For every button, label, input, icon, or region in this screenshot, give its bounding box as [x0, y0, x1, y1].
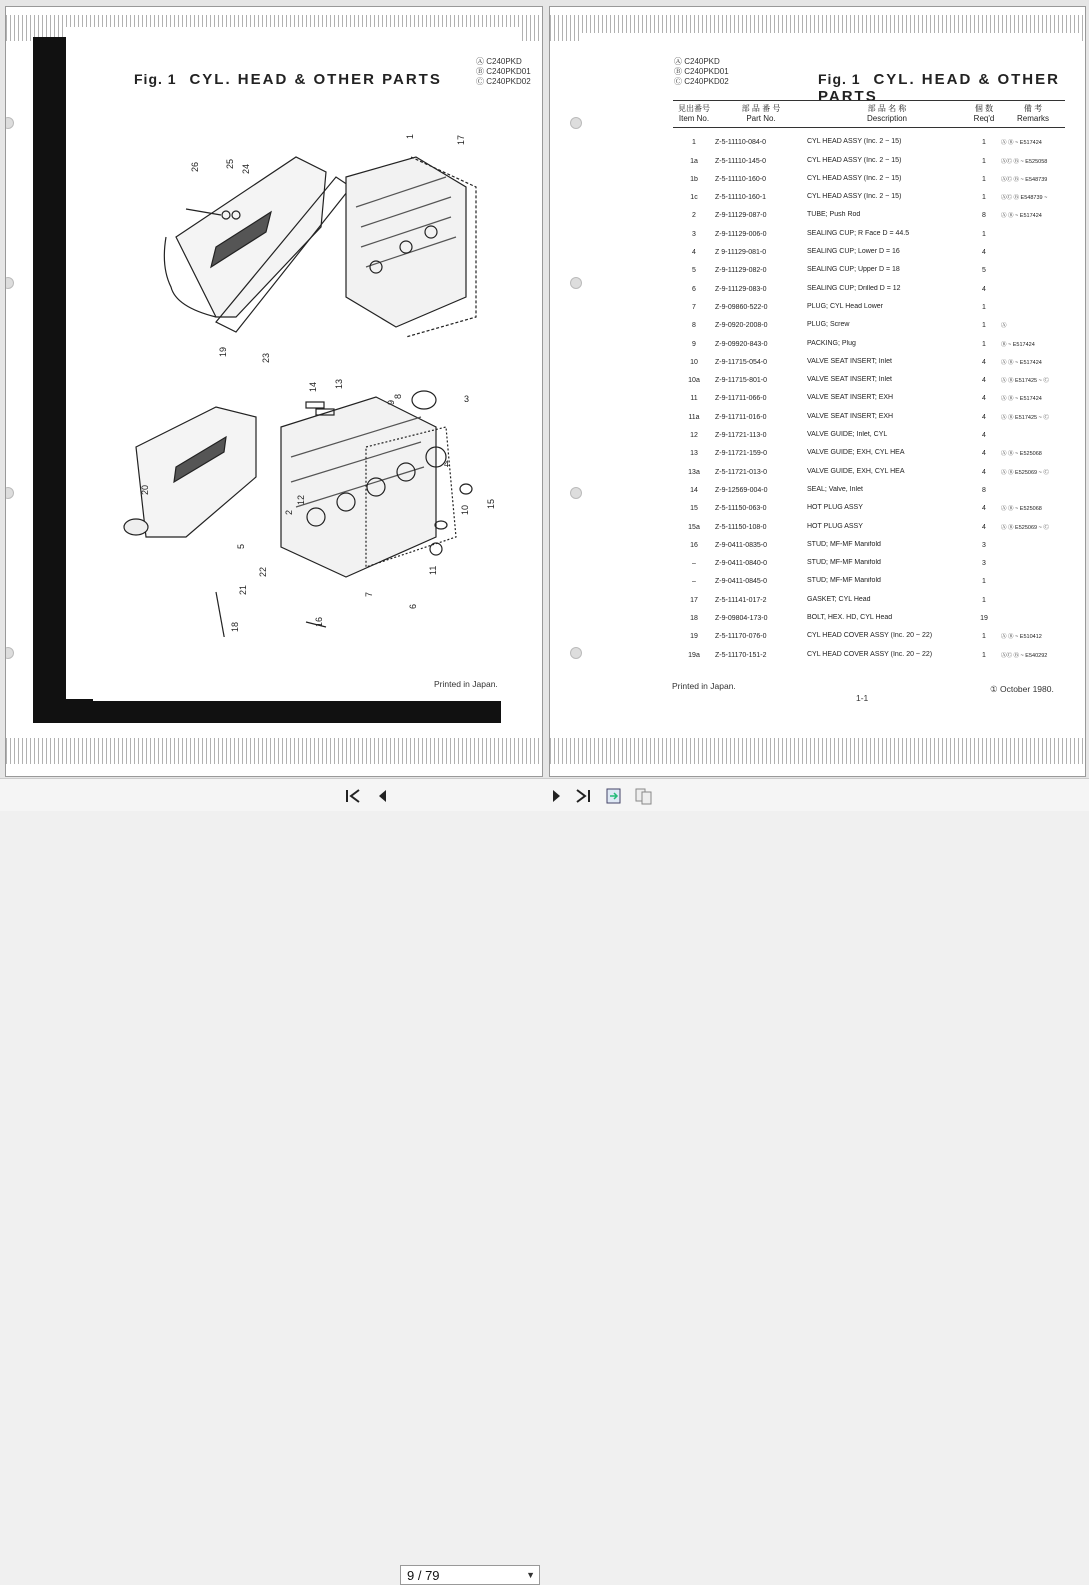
callout-24: 24: [241, 163, 251, 174]
item-cell: 2: [692, 212, 696, 220]
table-row: [673, 274, 1065, 292]
desc-cell: PACKING; Plug: [807, 339, 856, 347]
qty-cell: 1: [982, 194, 986, 202]
qty-cell: 1: [982, 157, 986, 165]
callout-8: 8: [393, 393, 403, 399]
callout-4: 4: [444, 459, 450, 469]
punch-hole: [570, 117, 582, 129]
remarks-cell: Ⓐ Ⓑ ~ E517424: [1001, 396, 1042, 403]
part-cell: Z-9-11711-066-0: [715, 395, 767, 403]
header-qty: 個 数 Req'd: [973, 104, 995, 123]
part-cell: Z-5-11110-145-0: [715, 157, 766, 165]
desc-cell: VALVE SEAT INSERT; EXH: [807, 394, 894, 402]
callout-11: 11: [428, 565, 438, 575]
qty-cell: 1: [982, 578, 986, 586]
part-cell: Z-9-11721-113-0: [715, 432, 767, 440]
remarks-cell: Ⓐ Ⓑ ~ E525068: [1001, 451, 1042, 458]
callout-12: 12: [296, 494, 306, 505]
qty-cell: 5: [982, 267, 986, 275]
table-row: [673, 512, 1065, 530]
fig-label: Fig. 1: [134, 71, 177, 87]
desc-cell: STUD; MF-MF Manifold: [807, 577, 881, 585]
table-row: [673, 622, 1065, 640]
callout-22: 22: [258, 566, 268, 577]
scan-shadow-bottom: [33, 701, 501, 723]
callout-18: 18: [230, 621, 240, 632]
remarks-cell: Ⓐ Ⓑ ~ E517424: [1001, 140, 1042, 147]
callout-20: 20: [140, 484, 150, 495]
qty-cell: 4: [982, 432, 986, 440]
part-cell: Z-9-0920-2008-0: [715, 322, 768, 330]
table-row: [673, 201, 1065, 219]
table-row: [673, 585, 1065, 603]
item-cell: 18: [690, 615, 698, 623]
callout-13: 13: [334, 378, 344, 389]
item-cell: 7: [692, 303, 696, 311]
part-cell: Z-5-11170-151-2: [715, 651, 767, 659]
punch-hole: [570, 487, 582, 499]
model-a: Ⓐ C240PKD: [674, 57, 720, 66]
qty-cell: 8: [982, 212, 986, 220]
part-cell: Z-9-09804-173-0: [715, 615, 768, 623]
table-row: [673, 256, 1065, 274]
desc-cell: TUBE; Push Rod: [807, 211, 861, 219]
part-cell: Z-9-11711-016-0: [715, 413, 767, 421]
scan-noise-bottom: [6, 738, 542, 764]
item-cell: 11: [690, 395, 698, 403]
exploded-parts-diagram: [106, 117, 506, 637]
desc-cell: BOLT, HEX. HD, CYL Head: [807, 614, 893, 622]
qty-cell: 3: [982, 560, 986, 568]
callout-21: 21: [238, 584, 248, 595]
qty-cell: 4: [982, 413, 986, 421]
single-page-icon[interactable]: [604, 787, 624, 805]
remarks-cell: Ⓑ ~ E517424: [1001, 341, 1035, 348]
item-cell: 15: [690, 505, 698, 513]
item-cell: 6: [692, 285, 696, 293]
remarks-cell: Ⓐ Ⓑ ~ E510412: [1001, 634, 1042, 641]
header-part: 部 品 番 号 Part No.: [741, 104, 781, 123]
desc-cell: SEALING CUP; Lower D = 16: [807, 248, 900, 256]
remarks-cell: ⒶⒸ Ⓑ E548739 ~: [1001, 195, 1048, 202]
part-cell: Z-9-09860-522-0: [715, 303, 768, 311]
desc-cell: CYL HEAD COVER ASSY (Inc. 20 ~ 22): [807, 632, 933, 640]
callout-14: 14: [308, 381, 318, 392]
remarks-cell: ⒶⒸ Ⓑ ~ E525058: [1001, 158, 1048, 165]
header-desc: 部 品 名 称 Description: [866, 104, 907, 123]
callout-19: 19: [218, 346, 228, 357]
qty-cell: 4: [982, 523, 986, 531]
punch-hole: [5, 487, 14, 499]
item-cell: –: [692, 560, 696, 568]
punch-hole: [570, 277, 582, 289]
part-cell: Z-5-11170-076-0: [715, 633, 767, 641]
remarks-cell: Ⓐ Ⓑ ~ E517424: [1001, 359, 1042, 366]
item-cell: 8: [692, 322, 696, 330]
part-cell: Z-9-11721-159-0: [715, 450, 768, 458]
table-row: [673, 567, 1065, 585]
table-row: [673, 640, 1065, 658]
part-cell: Z-9-0411-0845-0: [715, 578, 768, 586]
table-row: [673, 439, 1065, 457]
desc-cell: CYL HEAD ASSY (Inc. 2 ~ 15): [807, 174, 902, 182]
desc-cell: SEALING CUP; R Face D = 44.5: [807, 229, 910, 237]
table-row: [673, 384, 1065, 402]
qty-cell: 4: [982, 358, 986, 366]
qty-cell: 4: [982, 505, 986, 513]
remarks-cell: Ⓐ Ⓑ E525069 ~ Ⓒ: [1001, 469, 1049, 476]
qty-cell: 1: [982, 175, 986, 183]
item-cell: 1b: [690, 175, 698, 183]
part-cell: Z-9-11129-082-0: [715, 267, 767, 275]
last-page-icon[interactable]: [573, 787, 593, 805]
item-cell: 11a: [688, 413, 700, 421]
part-cell: Z-5-11110-084-0: [715, 139, 766, 147]
model-b: Ⓑ C240PKD01: [674, 67, 729, 76]
table-row: [673, 549, 1065, 567]
table-row: [673, 457, 1065, 475]
item-cell: 13a: [688, 468, 700, 476]
desc-cell: PLUG; CYL Head Lower: [807, 302, 883, 310]
item-cell: 14: [690, 486, 698, 494]
callout-2: 2: [284, 509, 294, 515]
item-cell: 1a: [690, 157, 698, 165]
desc-cell: STUD; MF-MF Manifold: [807, 559, 881, 567]
table-row: [673, 421, 1065, 439]
table-body: [673, 128, 1065, 659]
part-cell: Z-9-11129-006-0: [715, 230, 767, 238]
qty-cell: 4: [982, 468, 986, 476]
part-cell: Z-9-11715-054-0: [715, 358, 768, 366]
desc-cell: CYL HEAD ASSY (Inc. 2 ~ 15): [807, 156, 902, 164]
model-a: Ⓐ C240PKD: [476, 57, 522, 66]
table-row: [673, 165, 1065, 183]
callout-25: 25: [225, 158, 235, 169]
desc-cell: SEAL; Valve, Inlet: [807, 485, 863, 493]
fig-name: CYL. HEAD & OTHER PARTS: [189, 71, 442, 88]
table-header: [673, 100, 1065, 128]
part-cell: Z-9-11129-087-0: [715, 212, 767, 220]
qty-cell: 1: [982, 651, 986, 659]
remarks-cell: Ⓐ Ⓑ E525069 ~ Ⓒ: [1001, 524, 1049, 531]
desc-cell: SEALING CUP; Drilled D = 12: [807, 284, 901, 292]
qty-cell: 4: [982, 377, 986, 385]
next-page-icon[interactable]: [547, 787, 567, 805]
figure-title: [134, 71, 442, 88]
table-row: [673, 183, 1065, 201]
table-row: [673, 238, 1065, 256]
part-cell: Z-9-09920-843-0: [715, 340, 768, 348]
callout-15: 15: [486, 498, 496, 509]
item-cell: 16: [690, 541, 698, 549]
table-row: [673, 366, 1065, 384]
right-page: [549, 6, 1086, 777]
callout-1: 1: [405, 133, 415, 139]
qty-cell: 1: [982, 230, 986, 238]
cylinder-head-cover-lower: [136, 407, 256, 537]
table-row: [673, 219, 1065, 237]
punch-hole: [5, 647, 14, 659]
header-remarks: 備 考 Remarks: [1016, 104, 1049, 123]
table-row: [673, 146, 1065, 164]
table-row: [673, 494, 1065, 512]
desc-cell: GASKET; CYL Head: [807, 595, 871, 603]
desc-cell: VALVE SEAT INSERT; EXH: [807, 412, 894, 420]
item-cell: –: [692, 578, 696, 586]
table-row: [673, 604, 1065, 622]
table-row: [673, 531, 1065, 549]
desc-cell: HOT PLUG ASSY: [807, 504, 863, 512]
callout-10: 10: [460, 504, 470, 515]
part-cell: Z-9-12569-004-0: [715, 486, 768, 494]
remarks-cell: Ⓐ Ⓑ E517425 ~ Ⓒ: [1001, 414, 1049, 421]
callout-17: 17: [456, 134, 466, 145]
desc-cell: VALVE SEAT INSERT; Inlet: [807, 376, 892, 384]
remarks-cell: ⒶⒸ Ⓑ ~ E540292: [1001, 652, 1048, 659]
qty-cell: 1: [982, 139, 986, 147]
fig-name: CYL. HEAD & OTHER PARTS: [818, 71, 1060, 105]
table-row: [673, 402, 1065, 420]
remarks-cell: Ⓐ: [1001, 323, 1007, 330]
printed-note: Printed in Japan.: [672, 681, 736, 691]
desc-cell: CYL HEAD ASSY (Inc. 2 ~ 15): [807, 193, 902, 201]
item-cell: 1: [692, 139, 696, 147]
part-cell: Z 9-11129-081-0: [715, 249, 767, 257]
punch-hole: [5, 277, 14, 289]
qty-cell: 19: [980, 615, 988, 623]
parts-table: [673, 100, 1065, 659]
item-cell: 4: [692, 249, 696, 257]
two-page-icon[interactable]: [634, 787, 654, 805]
desc-cell: CYL HEAD ASSY (Inc. 2 ~ 15): [807, 138, 902, 146]
item-cell: 19a: [688, 651, 700, 659]
item-cell: 19: [690, 633, 698, 641]
part-cell: Z-9-0411-0840-0: [715, 560, 768, 568]
remarks-cell: ⒶⒸ Ⓑ ~ E548739: [1001, 176, 1048, 183]
table-row: [673, 128, 1065, 146]
qty-cell: 1: [982, 340, 986, 348]
printed-note: Printed in Japan.: [434, 679, 498, 689]
qty-cell: 1: [982, 633, 986, 641]
item-cell: 1c: [690, 194, 698, 202]
item-cell: 9: [692, 340, 696, 348]
viewer-toolbar: [0, 778, 1089, 1583]
desc-cell: VALVE GUIDE; Inlet, CYL: [807, 431, 888, 439]
part-cell: Z-5-11110-160-0: [715, 175, 766, 183]
qty-cell: 3: [982, 541, 986, 549]
desc-cell: VALVE GUIDE; EXH, CYL HEA: [807, 449, 905, 457]
item-cell: 13: [690, 450, 698, 458]
header-item: 見出番号 Item No.: [678, 104, 710, 123]
callout-3: 3: [464, 394, 470, 404]
document-viewer: [0, 0, 1089, 778]
table-row: [673, 329, 1065, 347]
remarks-cell: Ⓐ Ⓑ ~ E517424: [1001, 213, 1042, 220]
callout-7: 7: [364, 591, 374, 597]
model-b: Ⓑ C240PKD01: [476, 67, 531, 76]
desc-cell: VALVE SEAT INSERT; Inlet: [807, 357, 892, 365]
model-c: Ⓒ C240PKD02: [476, 77, 531, 86]
desc-cell: HOT PLUG ASSY: [807, 522, 863, 530]
first-page-icon[interactable]: [343, 787, 363, 805]
item-cell: 10: [690, 358, 698, 366]
qty-cell: 1: [982, 322, 986, 330]
scan-noise-bottom: [550, 738, 1085, 764]
qty-cell: 4: [982, 450, 986, 458]
callout-16: 16: [314, 616, 324, 627]
item-cell: 5: [692, 267, 696, 275]
desc-cell: STUD; MF-MF Manifold: [807, 540, 881, 548]
page-number: 1-1: [856, 693, 869, 703]
cylinder-head-upper: [346, 157, 466, 327]
remarks-cell: Ⓐ Ⓑ ~ E525068: [1001, 506, 1042, 513]
qty-cell: 4: [982, 395, 986, 403]
model-list: [674, 57, 729, 87]
desc-cell: SEALING CUP; Upper D = 18: [807, 266, 900, 274]
callout-9: 9: [386, 399, 396, 405]
page-selector[interactable]: [400, 1565, 540, 1585]
item-cell: 12: [690, 432, 698, 440]
table-row: [673, 293, 1065, 311]
part-cell: Z-9-11715-801-0: [715, 377, 768, 385]
qty-cell: 1: [982, 303, 986, 311]
callout-23: 23: [261, 352, 271, 363]
callout-5: 5: [236, 543, 246, 549]
remarks-cell: Ⓐ Ⓑ E517425 ~ Ⓒ: [1001, 378, 1049, 385]
part-cell: Z-5-11150-108-0: [715, 523, 767, 531]
table-row: [673, 311, 1065, 329]
callout-6: 6: [408, 603, 418, 609]
item-cell: 10a: [688, 377, 700, 385]
part-cell: Z-5-11141-017-2: [715, 596, 767, 604]
qty-cell: 8: [982, 486, 986, 494]
part-cell: Z-5-11110-160-1: [715, 194, 766, 202]
part-cell: Z-5-11721-013-0: [715, 468, 768, 476]
prev-page-icon[interactable]: [372, 787, 392, 805]
part-cell: Z-5-11150-063-0: [715, 505, 767, 513]
item-cell: 15a: [688, 523, 700, 531]
table-row: [673, 476, 1065, 494]
page-display: 9 / 79: [407, 1567, 440, 1583]
table-row: [673, 348, 1065, 366]
qty-cell: 1: [982, 596, 986, 604]
punch-hole: [5, 117, 14, 129]
part-cell: Z-9-0411-0835-0: [715, 541, 768, 549]
qty-cell: 4: [982, 249, 986, 257]
item-cell: 3: [692, 230, 696, 238]
chevron-down-icon: ▼: [526, 1570, 535, 1580]
item-cell: 17: [690, 596, 698, 604]
desc-cell: PLUG; Screw: [807, 321, 850, 329]
edition-date: ① October 1980.: [990, 684, 1054, 694]
qty-cell: 4: [982, 285, 986, 293]
model-list: [476, 57, 531, 87]
part-cell: Z-9-11129-083-0: [715, 285, 767, 293]
callout-26: 26: [190, 161, 200, 172]
fig-label: Fig. 1: [818, 71, 861, 87]
model-c: Ⓒ C240PKD02: [674, 77, 729, 86]
desc-cell: CYL HEAD COVER ASSY (Inc. 20 ~ 22): [807, 650, 933, 658]
punch-hole: [570, 647, 582, 659]
left-page: [5, 6, 543, 777]
desc-cell: VALVE GUIDE, EXH, CYL HEA: [807, 467, 905, 475]
